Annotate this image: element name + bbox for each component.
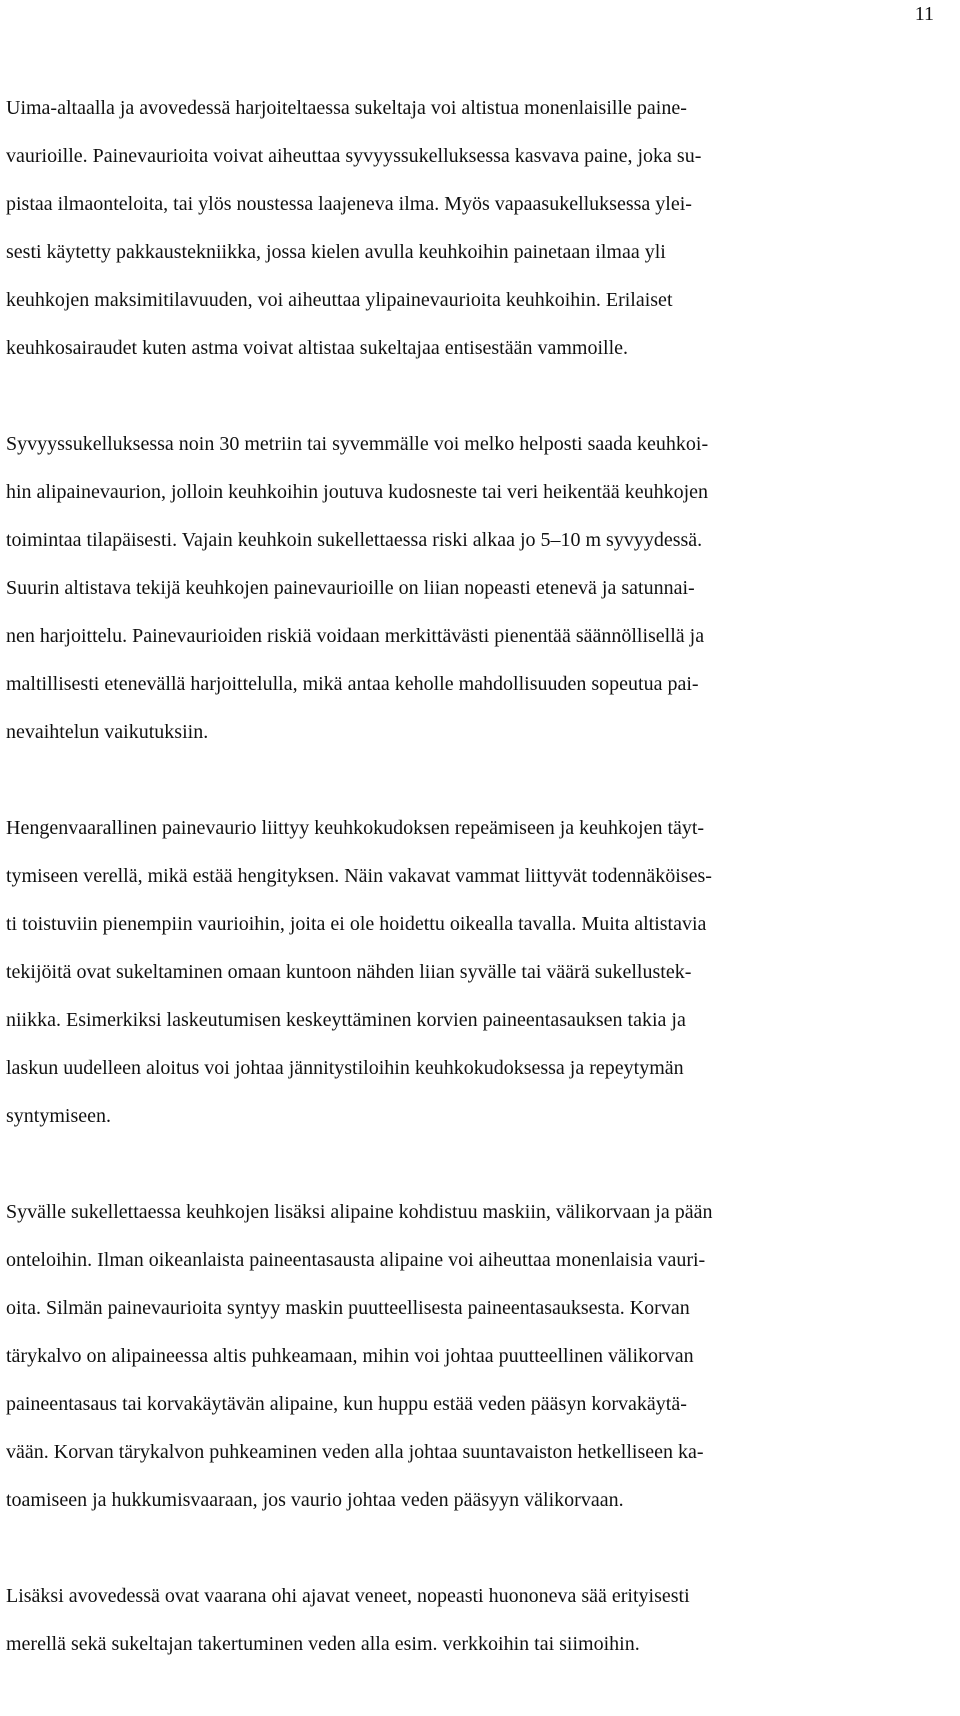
text-line: tymiseen verellä, mikä estää hengityksen. Näin vakavat vammat liittyvät todennäköises- (6, 865, 712, 887)
text-line: vään. Korvan tärykalvon puhkeaminen veden alla johtaa suuntavaiston hetkelliseen ka- (6, 1441, 704, 1463)
text-line: tärykalvo on alipaineessa altis puhkeamaan, mihin voi johtaa puutteellinen välikorvan (6, 1345, 694, 1367)
text-line: laskun uudelleen aloitus voi johtaa jännitystiloihin keuhkokudoksessa ja repeytymän (6, 1057, 684, 1079)
text-line: hin alipainevaurion, jolloin keuhkoihin joutuva kudosneste tai veri heikentää keuhkojen (6, 481, 709, 503)
text-line: nevaihtelun vaikutuksiin. (6, 721, 209, 743)
paragraph-2 (6, 420, 956, 756)
text-line: Lisäksi avovedessä ovat vaarana ohi ajavat veneet, nopeasti huononeva sää erityisesti (6, 1585, 690, 1607)
body-text (6, 84, 956, 1716)
text-line: Syvyyssukelluksessa noin 30 metriin tai syvemmälle voi melko helposti saada keuhkoi- (6, 433, 709, 455)
paragraph-1 (6, 84, 956, 372)
text-line: toimintaa tilapäisesti. Vajain keuhkoin sukellettaessa riski alkaa jo 5–10 m syvyydessä. (6, 529, 703, 551)
text-line: pistaa ilmaonteloita, tai ylös noustessa laajeneva ilma. Myös vapaasukelluksessa ylei- (6, 193, 692, 215)
text-line: paineentasaus tai korvakäytävän alipaine, kun huppu estää veden pääsyn korvakäytä- (6, 1393, 687, 1415)
text-line: keuhkojen maksimitilavuuden, voi aiheuttaa ylipainevaurioita keuhkoihin. Erilaiset (6, 289, 673, 311)
text-line: Hengenvaarallinen painevaurio liittyy keuhkokudoksen repeämiseen ja keuhkojen täyt- (6, 817, 705, 839)
text-line: Syvälle sukellettaessa keuhkojen lisäksi alipaine kohdistuu maskiin, välikorvaan ja pään (6, 1201, 713, 1223)
text-line: vaurioille. Painevaurioita voivat aiheuttaa syvyyssukelluksessa kasvava paine, joka su- (6, 145, 702, 167)
paragraph-3 (6, 804, 956, 1140)
text-line: onteloihin. Ilman oikeanlaista paineentasausta alipaine voi aiheuttaa monenlaisia vauri- (6, 1249, 706, 1271)
text-line: merellä sekä sukeltajan takertuminen veden alla esim. verkkoihin tai siimoihin. (6, 1633, 640, 1655)
paragraph-5 (6, 1572, 956, 1668)
text-line: tekijöitä ovat sukeltaminen omaan kuntoon nähden liian syvälle tai väärä sukellustek- (6, 961, 692, 983)
text-line: Suurin altistava tekijä keuhkojen painevaurioille on liian nopeasti etenevä ja satunnai- (6, 577, 695, 599)
paragraph-4 (6, 1188, 956, 1524)
text-line: syntymiseen. (6, 1105, 111, 1127)
text-line: toamiseen ja hukkumisvaaraan, jos vaurio johtaa veden pääsyyn välikorvaan. (6, 1489, 624, 1511)
text-line: Uima-altaalla ja avovedessä harjoiteltaessa sukeltaja voi altistua monenlaisille paine- (6, 97, 687, 119)
text-line: sesti käytetty pakkaustekniikka, jossa kielen avulla keuhkoihin painetaan ilmaa yli (6, 241, 666, 263)
text-line: niikka. Esimerkiksi laskeutumisen keskeyttäminen korvien paineentasauksen takia ja (6, 1009, 686, 1031)
text-line: nen harjoittelu. Painevaurioiden riskiä voidaan merkittävästi pienentää säännöllisellä ja (6, 625, 705, 647)
page-number: 11 (914, 3, 934, 25)
text-line: oita. Silmän painevaurioita syntyy maskin puutteellisesta paineentasauksesta. Korvan (6, 1297, 690, 1319)
text-line: ti toistuviin pienempiin vaurioihin, joita ei ole hoidettu oikealla tavalla. Muita altistavia (6, 913, 707, 935)
text-line: maltillisesti etenevällä harjoittelulla, mikä antaa keholle mahdollisuuden sopeutua pai- (6, 673, 699, 695)
text-line: keuhkosairaudet kuten astma voivat altistaa sukeltajaa entisestään vammoille. (6, 337, 629, 359)
